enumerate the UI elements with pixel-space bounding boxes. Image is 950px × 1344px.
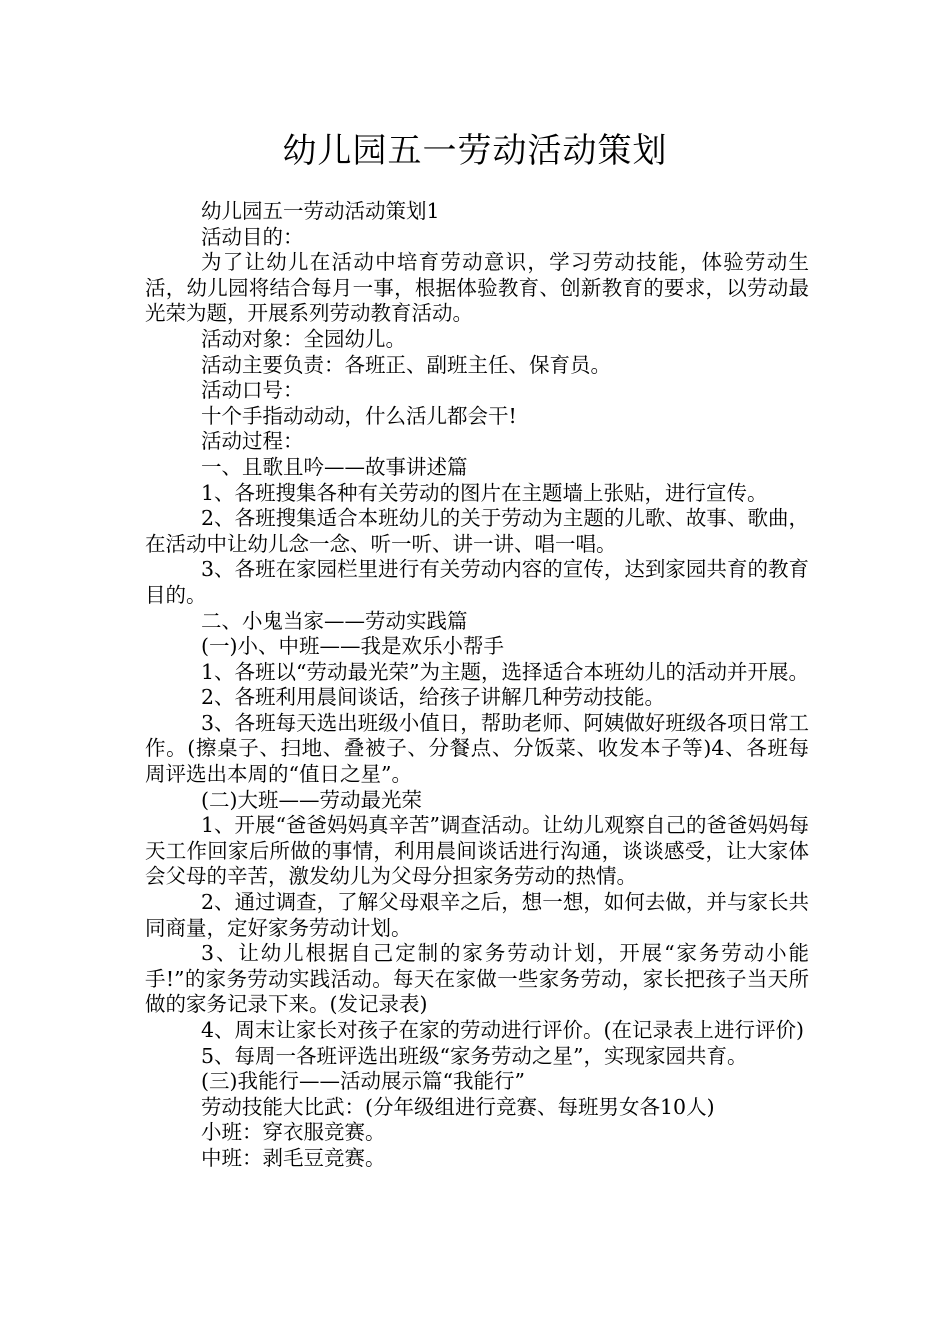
paragraph: 劳动技能大比武：(分年级组进行竞赛、每班男女各10人) [201, 1094, 715, 1119]
document-title: 幼儿园五一劳动活动策划 [282, 131, 668, 171]
paragraph: 2、各班利用晨间谈话，给孩子讲解几种劳动技能。 [201, 685, 666, 710]
paragraph: 3、各班在家园栏里进行有关劳动内容的宣传，达到家园共育的教育目的。 [145, 557, 809, 607]
paragraph: 2、各班搜集适合本班幼儿的关于劳动为主题的儿歌、故事、歌曲，在活动中让幼儿念一念、听一听、讲一讲、唱一唱。 [145, 506, 809, 556]
paragraph: 十个手指动动动，什么活儿都会干! [201, 403, 517, 428]
paragraph: 2、通过调查，了解父母艰辛之后，想一想，如何去做，并与家长共同商量，定好家务劳动计划。 [145, 890, 809, 940]
document-body [145, 199, 809, 1172]
paragraph: 为了让幼儿在活动中培育劳动意识，学习劳动技能，体验劳动生活，幼儿园将结合每月一事，根据体验教育、创新教育的要求，以劳动最光荣为题，开展系列劳动教育活动。 [145, 250, 809, 326]
paragraph: 4、周末让家长对孩子在家的劳动进行评价。(在记录表上进行评价) [201, 1018, 805, 1042]
paragraph: 5、每周一各班评选出班级“家务劳动之星”，实现家园共育。 [201, 1043, 748, 1068]
paragraph: 一、且歌且吟——故事讲述篇 [201, 454, 468, 479]
paragraph: 活动对象：全园幼儿。 [201, 326, 406, 351]
paragraph: 活动主要负责：各班正、副班主任、保育员。 [201, 352, 611, 377]
paragraph: 幼儿园五一劳动活动策划1 [201, 199, 440, 223]
paragraph: 小班：穿衣服竞赛。 [201, 1120, 386, 1145]
paragraph: (二)大班——劳动最光荣 [201, 787, 422, 812]
paragraph: (三)我能行——活动展示篇“我能行” [201, 1069, 525, 1094]
paragraph: 1、各班搜集各种有关劳动的图片在主题墙上张贴，进行宣传。 [201, 480, 768, 505]
paragraph: 3、各班每天选出班级小值日，帮助老师、阿姨做好班级各项日常工作。(擦桌子、扫地、叠被子、分餐点、分饭菜、收发本子等)4、各班每周评选出本周的“值日之星”。 [145, 710, 809, 787]
paragraph: 1、各班以“劳动最光荣”为主题，选择适合本班幼儿的活动并开展。 [201, 659, 810, 684]
paragraph: 活动口号： [201, 378, 304, 403]
paragraph: 活动目的： [201, 224, 304, 249]
paragraph: (一)小、中班——我是欢乐小帮手 [201, 634, 504, 659]
paragraph: 中班：剥毛豆竞赛。 [201, 1145, 386, 1170]
paragraph: 3、让幼儿根据自己定制的家务劳动计划，开展“家务劳动小能手!”的家务劳动实践活动。每天在家做一些家务劳动，家长把孩子当天所做的家务记录下来。(发记录表) [145, 941, 809, 1017]
paragraph: 1、开展“爸爸妈妈真辛苦”调查活动。让幼儿观察自己的爸爸妈妈每天工作回家后所做的事情，利用晨间谈话进行沟通，谈谈感受，让大家体会父母的辛苦，激发幼儿为父母分担家务劳动的热情。 [145, 813, 810, 889]
paragraph: 二、小鬼当家——劳动实践篇 [201, 608, 468, 633]
paragraph: 活动过程： [201, 429, 304, 454]
